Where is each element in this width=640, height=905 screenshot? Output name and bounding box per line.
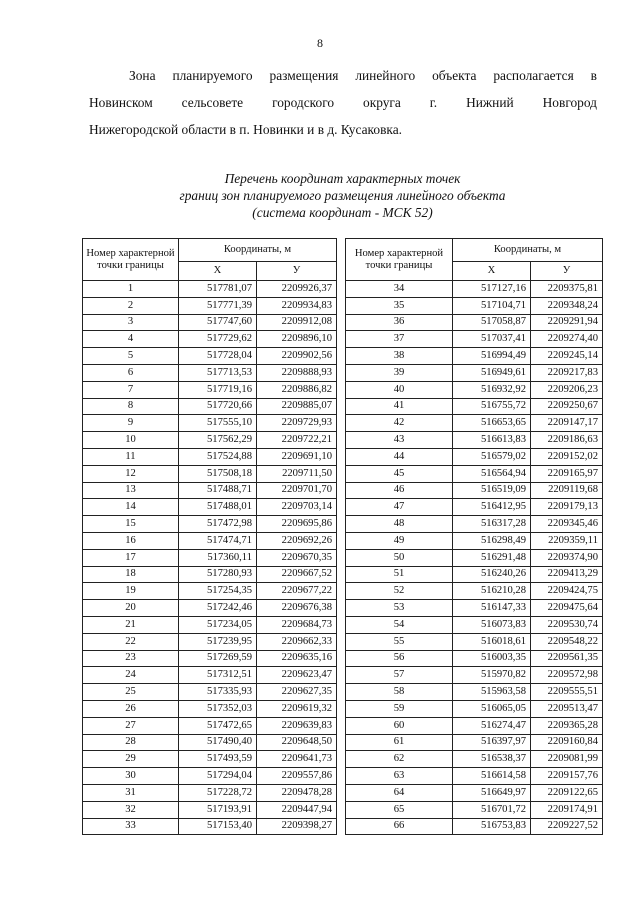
x-coordinate-cell: 515970,82 bbox=[453, 667, 531, 684]
x-coordinate-cell: 516649,97 bbox=[453, 784, 531, 801]
table-row bbox=[346, 667, 603, 684]
x-coordinate-cell: 517352,03 bbox=[179, 700, 257, 717]
intro-paragraph bbox=[89, 62, 597, 143]
table-row bbox=[346, 516, 603, 533]
table-row bbox=[346, 566, 603, 583]
x-coordinate-cell: 517728,04 bbox=[179, 348, 257, 365]
x-coordinate-cell: 516538,37 bbox=[453, 751, 531, 768]
point-number-cell: 3 bbox=[83, 314, 179, 331]
y-coordinate-cell: 2209561,35 bbox=[531, 650, 603, 667]
y-coordinate-cell: 2209206,23 bbox=[531, 381, 603, 398]
y-coordinate-cell: 2209703,14 bbox=[257, 499, 337, 516]
y-coordinate-cell: 2209648,50 bbox=[257, 734, 337, 751]
table-row bbox=[346, 549, 603, 566]
point-number-cell: 49 bbox=[346, 532, 453, 549]
point-number-cell: 4 bbox=[83, 331, 179, 348]
y-coordinate-cell: 2209413,29 bbox=[531, 566, 603, 583]
point-number-cell: 39 bbox=[346, 364, 453, 381]
x-coordinate-cell: 516274,47 bbox=[453, 717, 531, 734]
table-row bbox=[346, 818, 603, 835]
x-coordinate-cell: 517747,60 bbox=[179, 314, 257, 331]
table-row bbox=[83, 448, 337, 465]
table-row bbox=[346, 700, 603, 717]
point-number-cell: 18 bbox=[83, 566, 179, 583]
table-row bbox=[346, 499, 603, 516]
point-number-cell: 23 bbox=[83, 650, 179, 667]
y-coordinate-cell: 2209217,83 bbox=[531, 364, 603, 381]
x-coordinate-cell: 517771,39 bbox=[179, 297, 257, 314]
y-coordinate-cell: 2209555,51 bbox=[531, 684, 603, 701]
point-number-cell: 29 bbox=[83, 751, 179, 768]
point-number-cell: 31 bbox=[83, 784, 179, 801]
x-coordinate-cell: 516579,02 bbox=[453, 448, 531, 465]
table-row bbox=[83, 516, 337, 533]
intro-line-1: Зона планируемого размещения линейного объекта располагается в bbox=[129, 68, 597, 83]
point-number-cell: 43 bbox=[346, 432, 453, 449]
table-row bbox=[346, 314, 603, 331]
y-coordinate-cell: 2209885,07 bbox=[257, 398, 337, 415]
y-coordinate-cell: 2209627,35 bbox=[257, 684, 337, 701]
x-coordinate-cell: 517474,71 bbox=[179, 532, 257, 549]
x-coordinate-cell: 517713,53 bbox=[179, 364, 257, 381]
table-row bbox=[83, 364, 337, 381]
x-coordinate-cell: 516240,26 bbox=[453, 566, 531, 583]
x-coordinate-cell: 516614,58 bbox=[453, 768, 531, 785]
point-number-cell: 62 bbox=[346, 751, 453, 768]
y-coordinate-cell: 2209160,84 bbox=[531, 734, 603, 751]
point-number-cell: 57 bbox=[346, 667, 453, 684]
point-number-cell: 20 bbox=[83, 600, 179, 617]
point-number-cell: 50 bbox=[346, 549, 453, 566]
point-number-cell: 45 bbox=[346, 465, 453, 482]
x-coordinate-cell: 516397,97 bbox=[453, 734, 531, 751]
table-row bbox=[83, 768, 337, 785]
table-row bbox=[83, 667, 337, 684]
table-row bbox=[346, 364, 603, 381]
y-coordinate-cell: 2209122,65 bbox=[531, 784, 603, 801]
table-row bbox=[346, 650, 603, 667]
table-row bbox=[83, 432, 337, 449]
y-coordinate-cell: 2209291,94 bbox=[531, 314, 603, 331]
y-coordinate-cell: 2209684,73 bbox=[257, 616, 337, 633]
y-coordinate-cell: 2209398,27 bbox=[257, 818, 337, 835]
point-number-cell: 28 bbox=[83, 734, 179, 751]
y-coordinate-cell: 2209926,37 bbox=[257, 281, 337, 298]
coordinates-table-right bbox=[345, 238, 603, 835]
y-coordinate-cell: 2209888,93 bbox=[257, 364, 337, 381]
x-coordinate-cell: 517058,87 bbox=[453, 314, 531, 331]
table-row bbox=[346, 717, 603, 734]
header-point-number: Номер характерной точки границы bbox=[83, 239, 179, 281]
y-coordinate-cell: 2209374,90 bbox=[531, 549, 603, 566]
header-x: X bbox=[453, 262, 531, 281]
point-number-cell: 63 bbox=[346, 768, 453, 785]
point-number-cell: 51 bbox=[346, 566, 453, 583]
point-number-cell: 53 bbox=[346, 600, 453, 617]
y-coordinate-cell: 2209375,81 bbox=[531, 281, 603, 298]
x-coordinate-cell: 516519,09 bbox=[453, 482, 531, 499]
point-number-cell: 12 bbox=[83, 465, 179, 482]
x-coordinate-cell: 517312,51 bbox=[179, 667, 257, 684]
x-coordinate-cell: 517269,59 bbox=[179, 650, 257, 667]
table-row bbox=[83, 784, 337, 801]
table-row bbox=[346, 633, 603, 650]
point-number-cell: 37 bbox=[346, 331, 453, 348]
table-row bbox=[83, 297, 337, 314]
x-coordinate-cell: 517720,66 bbox=[179, 398, 257, 415]
table-row bbox=[346, 415, 603, 432]
point-number-cell: 64 bbox=[346, 784, 453, 801]
point-number-cell: 16 bbox=[83, 532, 179, 549]
point-number-cell: 6 bbox=[83, 364, 179, 381]
table-row bbox=[83, 818, 337, 835]
y-coordinate-cell: 2209548,22 bbox=[531, 633, 603, 650]
point-number-cell: 27 bbox=[83, 717, 179, 734]
table-title bbox=[120, 170, 565, 221]
x-coordinate-cell: 516949,61 bbox=[453, 364, 531, 381]
x-coordinate-cell: 517781,07 bbox=[179, 281, 257, 298]
table-row bbox=[346, 784, 603, 801]
point-number-cell: 13 bbox=[83, 482, 179, 499]
point-number-cell: 56 bbox=[346, 650, 453, 667]
table-row bbox=[83, 583, 337, 600]
point-number-cell: 9 bbox=[83, 415, 179, 432]
y-coordinate-cell: 2209424,75 bbox=[531, 583, 603, 600]
table-row bbox=[83, 566, 337, 583]
point-number-cell: 5 bbox=[83, 348, 179, 365]
table-row bbox=[83, 348, 337, 365]
x-coordinate-cell: 517294,04 bbox=[179, 768, 257, 785]
x-coordinate-cell: 515963,58 bbox=[453, 684, 531, 701]
x-coordinate-cell: 516755,72 bbox=[453, 398, 531, 415]
table-row bbox=[83, 549, 337, 566]
point-number-cell: 25 bbox=[83, 684, 179, 701]
y-coordinate-cell: 2209179,13 bbox=[531, 499, 603, 516]
y-coordinate-cell: 2209619,32 bbox=[257, 700, 337, 717]
y-coordinate-cell: 2209365,28 bbox=[531, 717, 603, 734]
point-number-cell: 41 bbox=[346, 398, 453, 415]
table-row bbox=[346, 281, 603, 298]
page-number: 8 bbox=[317, 36, 323, 50]
table-row bbox=[83, 734, 337, 751]
point-number-cell: 46 bbox=[346, 482, 453, 499]
x-coordinate-cell: 516317,28 bbox=[453, 516, 531, 533]
x-coordinate-cell: 517488,01 bbox=[179, 499, 257, 516]
x-coordinate-cell: 517037,41 bbox=[453, 331, 531, 348]
table-row bbox=[83, 398, 337, 415]
y-coordinate-cell: 2209245,14 bbox=[531, 348, 603, 365]
x-coordinate-cell: 516210,28 bbox=[453, 583, 531, 600]
point-number-cell: 30 bbox=[83, 768, 179, 785]
title-line-3: (система координат - МСК 52) bbox=[252, 205, 433, 220]
intro-line-2: Новинском сельсовете городского округа г. Нижний Новгород bbox=[89, 95, 597, 110]
point-number-cell: 2 bbox=[83, 297, 179, 314]
point-number-cell: 48 bbox=[346, 516, 453, 533]
table-row bbox=[83, 700, 337, 717]
y-coordinate-cell: 2209641,73 bbox=[257, 751, 337, 768]
table-row bbox=[83, 465, 337, 482]
x-coordinate-cell: 517239,95 bbox=[179, 633, 257, 650]
header-point-number: Номер характерной точки границы bbox=[346, 239, 453, 281]
point-number-cell: 54 bbox=[346, 616, 453, 633]
point-number-cell: 58 bbox=[346, 684, 453, 701]
x-coordinate-cell: 517242,46 bbox=[179, 600, 257, 617]
point-number-cell: 55 bbox=[346, 633, 453, 650]
x-coordinate-cell: 516994,49 bbox=[453, 348, 531, 365]
point-number-cell: 60 bbox=[346, 717, 453, 734]
point-number-cell: 42 bbox=[346, 415, 453, 432]
x-coordinate-cell: 517193,91 bbox=[179, 801, 257, 818]
x-coordinate-cell: 516564,94 bbox=[453, 465, 531, 482]
point-number-cell: 66 bbox=[346, 818, 453, 835]
table-row bbox=[346, 600, 603, 617]
point-number-cell: 35 bbox=[346, 297, 453, 314]
x-coordinate-cell: 516073,83 bbox=[453, 616, 531, 633]
table-row bbox=[346, 734, 603, 751]
point-number-cell: 61 bbox=[346, 734, 453, 751]
point-number-cell: 44 bbox=[346, 448, 453, 465]
x-coordinate-cell: 517335,93 bbox=[179, 684, 257, 701]
y-coordinate-cell: 2209695,86 bbox=[257, 516, 337, 533]
x-coordinate-cell: 516701,72 bbox=[453, 801, 531, 818]
table-row bbox=[83, 482, 337, 499]
y-coordinate-cell: 2209157,76 bbox=[531, 768, 603, 785]
point-number-cell: 26 bbox=[83, 700, 179, 717]
y-coordinate-cell: 2209475,64 bbox=[531, 600, 603, 617]
table-row bbox=[83, 684, 337, 701]
table-row bbox=[346, 432, 603, 449]
table-row bbox=[83, 751, 337, 768]
x-coordinate-cell: 517360,11 bbox=[179, 549, 257, 566]
table-row bbox=[83, 499, 337, 516]
point-number-cell: 15 bbox=[83, 516, 179, 533]
y-coordinate-cell: 2209572,98 bbox=[531, 667, 603, 684]
y-coordinate-cell: 2209165,97 bbox=[531, 465, 603, 482]
x-coordinate-cell: 517280,93 bbox=[179, 566, 257, 583]
table-row bbox=[346, 751, 603, 768]
x-coordinate-cell: 516147,33 bbox=[453, 600, 531, 617]
x-coordinate-cell: 516291,48 bbox=[453, 549, 531, 566]
y-coordinate-cell: 2209912,08 bbox=[257, 314, 337, 331]
y-coordinate-cell: 2209729,93 bbox=[257, 415, 337, 432]
point-number-cell: 52 bbox=[346, 583, 453, 600]
table-row bbox=[83, 600, 337, 617]
y-coordinate-cell: 2209478,28 bbox=[257, 784, 337, 801]
point-number-cell: 8 bbox=[83, 398, 179, 415]
y-coordinate-cell: 2209147,17 bbox=[531, 415, 603, 432]
point-number-cell: 24 bbox=[83, 667, 179, 684]
x-coordinate-cell: 516932,92 bbox=[453, 381, 531, 398]
table-row bbox=[346, 398, 603, 415]
header-coordinates: Координаты, м bbox=[453, 239, 603, 262]
y-coordinate-cell: 2209662,33 bbox=[257, 633, 337, 650]
header-coordinates: Координаты, м bbox=[179, 239, 337, 262]
y-coordinate-cell: 2209692,26 bbox=[257, 532, 337, 549]
y-coordinate-cell: 2209530,74 bbox=[531, 616, 603, 633]
x-coordinate-cell: 517488,71 bbox=[179, 482, 257, 499]
coordinates-table-left bbox=[82, 238, 337, 835]
y-coordinate-cell: 2209676,38 bbox=[257, 600, 337, 617]
header-y: У bbox=[257, 262, 337, 281]
point-number-cell: 21 bbox=[83, 616, 179, 633]
point-number-cell: 11 bbox=[83, 448, 179, 465]
point-number-cell: 40 bbox=[346, 381, 453, 398]
x-coordinate-cell: 516018,61 bbox=[453, 633, 531, 650]
x-coordinate-cell: 516298,49 bbox=[453, 532, 531, 549]
y-coordinate-cell: 2209623,47 bbox=[257, 667, 337, 684]
table-row bbox=[346, 768, 603, 785]
table-body-left bbox=[83, 281, 337, 835]
y-coordinate-cell: 2209902,56 bbox=[257, 348, 337, 365]
point-number-cell: 22 bbox=[83, 633, 179, 650]
table-row bbox=[83, 532, 337, 549]
y-coordinate-cell: 2209557,86 bbox=[257, 768, 337, 785]
y-coordinate-cell: 2209886,82 bbox=[257, 381, 337, 398]
x-coordinate-cell: 517254,35 bbox=[179, 583, 257, 600]
table-row bbox=[83, 717, 337, 734]
y-coordinate-cell: 2209359,11 bbox=[531, 532, 603, 549]
point-number-cell: 10 bbox=[83, 432, 179, 449]
y-coordinate-cell: 2209174,91 bbox=[531, 801, 603, 818]
title-line-2: границ зон планируемого размещения линейного объекта bbox=[179, 188, 506, 203]
x-coordinate-cell: 517719,16 bbox=[179, 381, 257, 398]
table-row bbox=[346, 381, 603, 398]
y-coordinate-cell: 2209635,16 bbox=[257, 650, 337, 667]
table-row bbox=[346, 465, 603, 482]
table-row bbox=[83, 415, 337, 432]
table-row bbox=[346, 616, 603, 633]
y-coordinate-cell: 2209701,70 bbox=[257, 482, 337, 499]
intro-line-3: Нижегородской области в п. Новинки и в д. Кусаковка. bbox=[89, 122, 402, 137]
y-coordinate-cell: 2209186,63 bbox=[531, 432, 603, 449]
point-number-cell: 7 bbox=[83, 381, 179, 398]
point-number-cell: 33 bbox=[83, 818, 179, 835]
y-coordinate-cell: 2209667,52 bbox=[257, 566, 337, 583]
y-coordinate-cell: 2209722,21 bbox=[257, 432, 337, 449]
x-coordinate-cell: 517104,71 bbox=[453, 297, 531, 314]
x-coordinate-cell: 517524,88 bbox=[179, 448, 257, 465]
point-number-cell: 36 bbox=[346, 314, 453, 331]
y-coordinate-cell: 2209274,40 bbox=[531, 331, 603, 348]
y-coordinate-cell: 2209691,10 bbox=[257, 448, 337, 465]
x-coordinate-cell: 517228,72 bbox=[179, 784, 257, 801]
x-coordinate-cell: 516613,83 bbox=[453, 432, 531, 449]
point-number-cell: 17 bbox=[83, 549, 179, 566]
y-coordinate-cell: 2209119,68 bbox=[531, 482, 603, 499]
x-coordinate-cell: 516003,35 bbox=[453, 650, 531, 667]
point-number-cell: 32 bbox=[83, 801, 179, 818]
table-row bbox=[83, 650, 337, 667]
x-coordinate-cell: 517127,16 bbox=[453, 281, 531, 298]
table-row bbox=[83, 314, 337, 331]
x-coordinate-cell: 517555,10 bbox=[179, 415, 257, 432]
x-coordinate-cell: 517493,59 bbox=[179, 751, 257, 768]
table-row bbox=[83, 331, 337, 348]
x-coordinate-cell: 517472,65 bbox=[179, 717, 257, 734]
y-coordinate-cell: 2209896,10 bbox=[257, 331, 337, 348]
table-row bbox=[83, 801, 337, 818]
y-coordinate-cell: 2209345,46 bbox=[531, 516, 603, 533]
y-coordinate-cell: 2209513,47 bbox=[531, 700, 603, 717]
title-line-1: Перечень координат характерных точек bbox=[224, 171, 461, 186]
point-number-cell: 1 bbox=[83, 281, 179, 298]
y-coordinate-cell: 2209639,83 bbox=[257, 717, 337, 734]
x-coordinate-cell: 517729,62 bbox=[179, 331, 257, 348]
point-number-cell: 34 bbox=[346, 281, 453, 298]
x-coordinate-cell: 517508,18 bbox=[179, 465, 257, 482]
table-row bbox=[83, 381, 337, 398]
table-row bbox=[346, 331, 603, 348]
table-body-right bbox=[346, 281, 603, 835]
table-row bbox=[346, 684, 603, 701]
table-row bbox=[346, 532, 603, 549]
x-coordinate-cell: 516412,95 bbox=[453, 499, 531, 516]
table-row bbox=[346, 348, 603, 365]
table-row bbox=[346, 583, 603, 600]
table-row bbox=[346, 448, 603, 465]
point-number-cell: 19 bbox=[83, 583, 179, 600]
point-number-cell: 14 bbox=[83, 499, 179, 516]
x-coordinate-cell: 516653,65 bbox=[453, 415, 531, 432]
table-row bbox=[83, 616, 337, 633]
x-coordinate-cell: 517490,40 bbox=[179, 734, 257, 751]
table-row bbox=[346, 801, 603, 818]
y-coordinate-cell: 2209227,52 bbox=[531, 818, 603, 835]
y-coordinate-cell: 2209081,99 bbox=[531, 751, 603, 768]
x-coordinate-cell: 517234,05 bbox=[179, 616, 257, 633]
table-row bbox=[346, 482, 603, 499]
y-coordinate-cell: 2209934,83 bbox=[257, 297, 337, 314]
point-number-cell: 65 bbox=[346, 801, 453, 818]
x-coordinate-cell: 517562,29 bbox=[179, 432, 257, 449]
header-y: У bbox=[531, 262, 603, 281]
header-x: X bbox=[179, 262, 257, 281]
x-coordinate-cell: 516065,05 bbox=[453, 700, 531, 717]
y-coordinate-cell: 2209447,94 bbox=[257, 801, 337, 818]
point-number-cell: 38 bbox=[346, 348, 453, 365]
point-number-cell: 59 bbox=[346, 700, 453, 717]
y-coordinate-cell: 2209348,24 bbox=[531, 297, 603, 314]
y-coordinate-cell: 2209677,22 bbox=[257, 583, 337, 600]
x-coordinate-cell: 517153,40 bbox=[179, 818, 257, 835]
y-coordinate-cell: 2209152,02 bbox=[531, 448, 603, 465]
table-row bbox=[83, 633, 337, 650]
y-coordinate-cell: 2209711,50 bbox=[257, 465, 337, 482]
y-coordinate-cell: 2209250,67 bbox=[531, 398, 603, 415]
x-coordinate-cell: 516753,83 bbox=[453, 818, 531, 835]
table-row bbox=[346, 297, 603, 314]
x-coordinate-cell: 517472,98 bbox=[179, 516, 257, 533]
point-number-cell: 47 bbox=[346, 499, 453, 516]
y-coordinate-cell: 2209670,35 bbox=[257, 549, 337, 566]
table-row bbox=[83, 281, 337, 298]
